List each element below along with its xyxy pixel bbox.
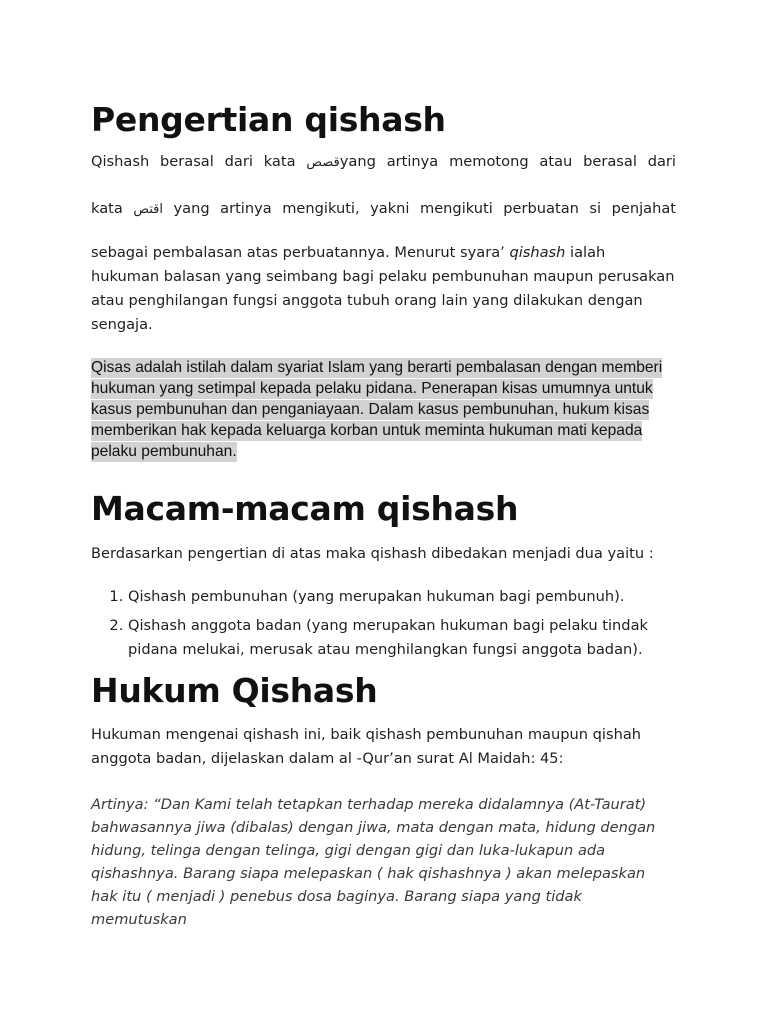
highlighted-text: Qisas adalah istilah dalam syariat Islam yang berarti pembalasan dengan memberi hukuman yang setimpal kepada pelaku pidana. Penerapan kisas umumnya untuk kasus pembunuhan dan penganiayaan. Dalam kasus pembunuhan, hukum kisas memberikan hak kepada keluarga korban untuk meminta hukuman mati kepada pelaku pembunuhan. <box>91 359 663 460</box>
definition-line-2 <box>91 197 676 222</box>
definition-line-1-text-b: yang artinya memotong atau berasal dari <box>339 153 676 170</box>
definition-paragraph-text-a: sebagai pembalasan atas perbuatannya. Menurut syara’ <box>91 244 510 261</box>
definition-paragraph-text-b: ialah hukuman balasan yang seimbang bagi pelaku pembunuhan maupun perusakan atau penghilangan fungsi anggota tubuh orang lain yang dilakukan dengan sengaja. <box>91 244 675 333</box>
quran-translation-quote: Artinya: “Dan Kami telah tetapkan terhadap mereka didalamnya (At-Taurat) bahwasannya jiwa (dibalas) dengan jiwa, mata dengan mata, hidung dengan hidung, telinga dengan telinga, gigi dengan gigi dan luka-lukapun ada qishashnya. Barang siapa melepaskan ( hak qishashnya ) akan melepaskan hak itu ( menjadi ) penebus dosa baginya. Barang siapa yang tidak memutuskan <box>91 796 656 928</box>
list-item: 2. Qishash anggota badan (yang merupakan hukuman bagi pelaku tindak pidana melukai, merusak atau menghilangkan fungsi anggota badan). <box>128 614 676 662</box>
definition-line-2-text-b: yang artinya mengikuti, yakni mengikuti perbuatan si penjahat <box>163 200 676 217</box>
types-intro: Berdasarkan pengertian di atas maka qishash dibedakan menjadi dua yaitu : <box>91 545 654 562</box>
definition-line-1 <box>91 150 676 175</box>
term-qishash: qishash <box>509 244 566 261</box>
heading-macam-macam-qishash: Macam-macam qishash <box>91 489 519 528</box>
definition-line-1-text-a: Qishash berasal dari kata <box>91 153 307 170</box>
arabic-word-iqtashsha: اقتص <box>133 202 164 217</box>
highlighted-paragraph <box>91 357 676 462</box>
heading-hukum-qishash: Hukum Qishash <box>91 671 378 710</box>
heading-pengertian-qishash: Pengertian qishash <box>91 100 446 139</box>
definition-line-2-text-a: kata <box>91 200 134 217</box>
arabic-word-qashash: قصص <box>306 155 340 170</box>
law-intro: Hukuman mengenai qishash ini, baik qishash pembunuhan maupun qishah anggota badan, dijelaskan dalam al -Qur’an surat Al Maidah: 45: <box>91 726 642 767</box>
types-list <box>91 585 676 667</box>
list-item: 1. Qishash pembunuhan (yang merupakan hukuman bagi pembunuh). <box>128 585 676 609</box>
definition-paragraph <box>91 241 676 337</box>
